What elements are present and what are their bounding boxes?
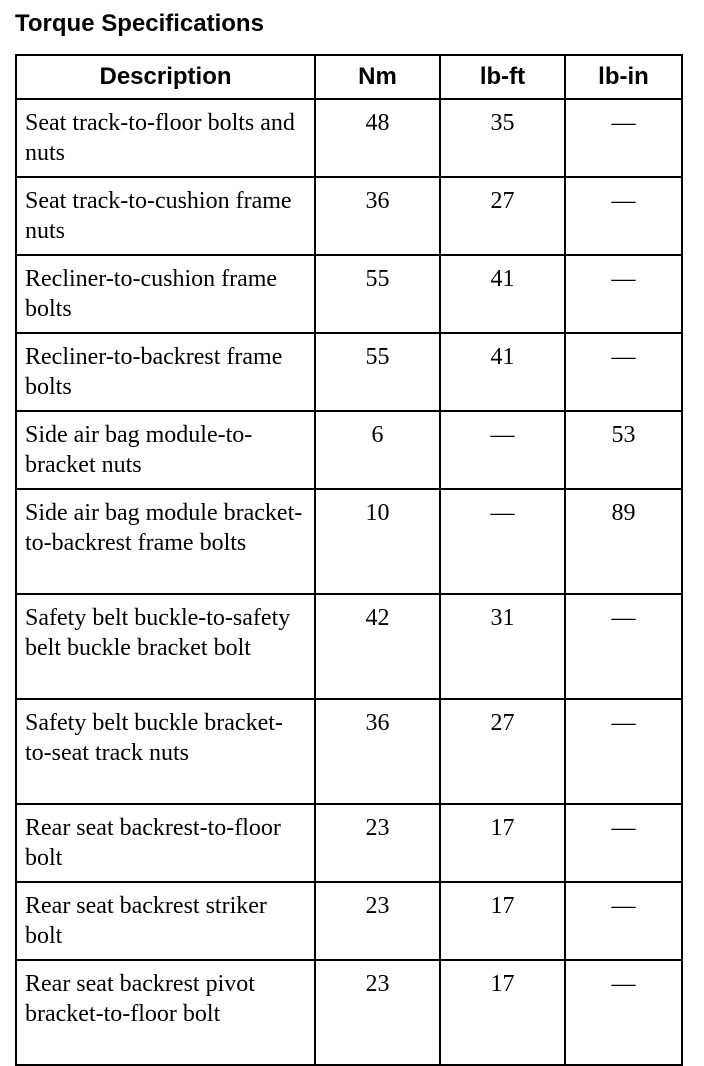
lbft-cell: 17 [440, 804, 565, 882]
nm-cell: 48 [315, 99, 440, 177]
lbin-cell: — [565, 333, 682, 411]
table-row [16, 960, 682, 1065]
lbin-cell: 53 [565, 411, 682, 489]
lbft-cell: 41 [440, 333, 565, 411]
lbft-cell: 31 [440, 594, 565, 699]
description-cell: Rear seat backrest striker bolt [16, 882, 315, 960]
column-header-description: Description [16, 55, 315, 99]
nm-cell: 55 [315, 333, 440, 411]
table-row [16, 99, 682, 177]
description-cell: Recliner-to-cushion frame bolts [16, 255, 315, 333]
description-cell: Seat track-to-floor bolts and nuts [16, 99, 315, 177]
lbft-cell: — [440, 411, 565, 489]
nm-cell: 6 [315, 411, 440, 489]
nm-cell: 36 [315, 177, 440, 255]
table-header-row [16, 55, 682, 99]
description-cell: Safety belt buckle bracket-to-seat track nuts [16, 699, 315, 804]
nm-cell: 36 [315, 699, 440, 804]
lbft-cell: — [440, 489, 565, 594]
lbft-cell: 17 [440, 960, 565, 1065]
lbin-cell: — [565, 177, 682, 255]
lbin-cell: — [565, 882, 682, 960]
lbft-cell: 17 [440, 882, 565, 960]
nm-cell: 23 [315, 882, 440, 960]
lbin-cell: — [565, 699, 682, 804]
lbft-cell: 27 [440, 177, 565, 255]
table-row [16, 489, 682, 594]
lbin-cell: — [565, 255, 682, 333]
nm-cell: 42 [315, 594, 440, 699]
table-row [16, 882, 682, 960]
lbft-cell: 27 [440, 699, 565, 804]
description-cell: Rear seat backrest-to-floor bolt [16, 804, 315, 882]
description-cell: Side air bag module bracket-to-backrest frame bolts [16, 489, 315, 594]
column-header-lbin: lb-in [565, 55, 682, 99]
table-row [16, 333, 682, 411]
description-cell: Seat track-to-cushion frame nuts [16, 177, 315, 255]
table-row [16, 255, 682, 333]
column-header-lbft: lb-ft [440, 55, 565, 99]
lbin-cell: — [565, 99, 682, 177]
page-title: Torque Specifications [15, 10, 264, 37]
nm-cell: 23 [315, 960, 440, 1065]
lbin-cell: — [565, 960, 682, 1065]
description-cell: Recliner-to-backrest frame bolts [16, 333, 315, 411]
nm-cell: 10 [315, 489, 440, 594]
table-row [16, 699, 682, 804]
description-cell: Safety belt buckle-to-safety belt buckle bracket bolt [16, 594, 315, 699]
description-cell: Rear seat backrest pivot bracket-to-floor bolt [16, 960, 315, 1065]
lbin-cell: 89 [565, 489, 682, 594]
table-row [16, 411, 682, 489]
column-header-nm: Nm [315, 55, 440, 99]
nm-cell: 55 [315, 255, 440, 333]
lbft-cell: 41 [440, 255, 565, 333]
table-row [16, 804, 682, 882]
table-row [16, 594, 682, 699]
torque-spec-table [15, 54, 683, 1066]
table-row [16, 177, 682, 255]
lbin-cell: — [565, 804, 682, 882]
lbin-cell: — [565, 594, 682, 699]
description-cell: Side air bag module-to-bracket nuts [16, 411, 315, 489]
lbft-cell: 35 [440, 99, 565, 177]
nm-cell: 23 [315, 804, 440, 882]
